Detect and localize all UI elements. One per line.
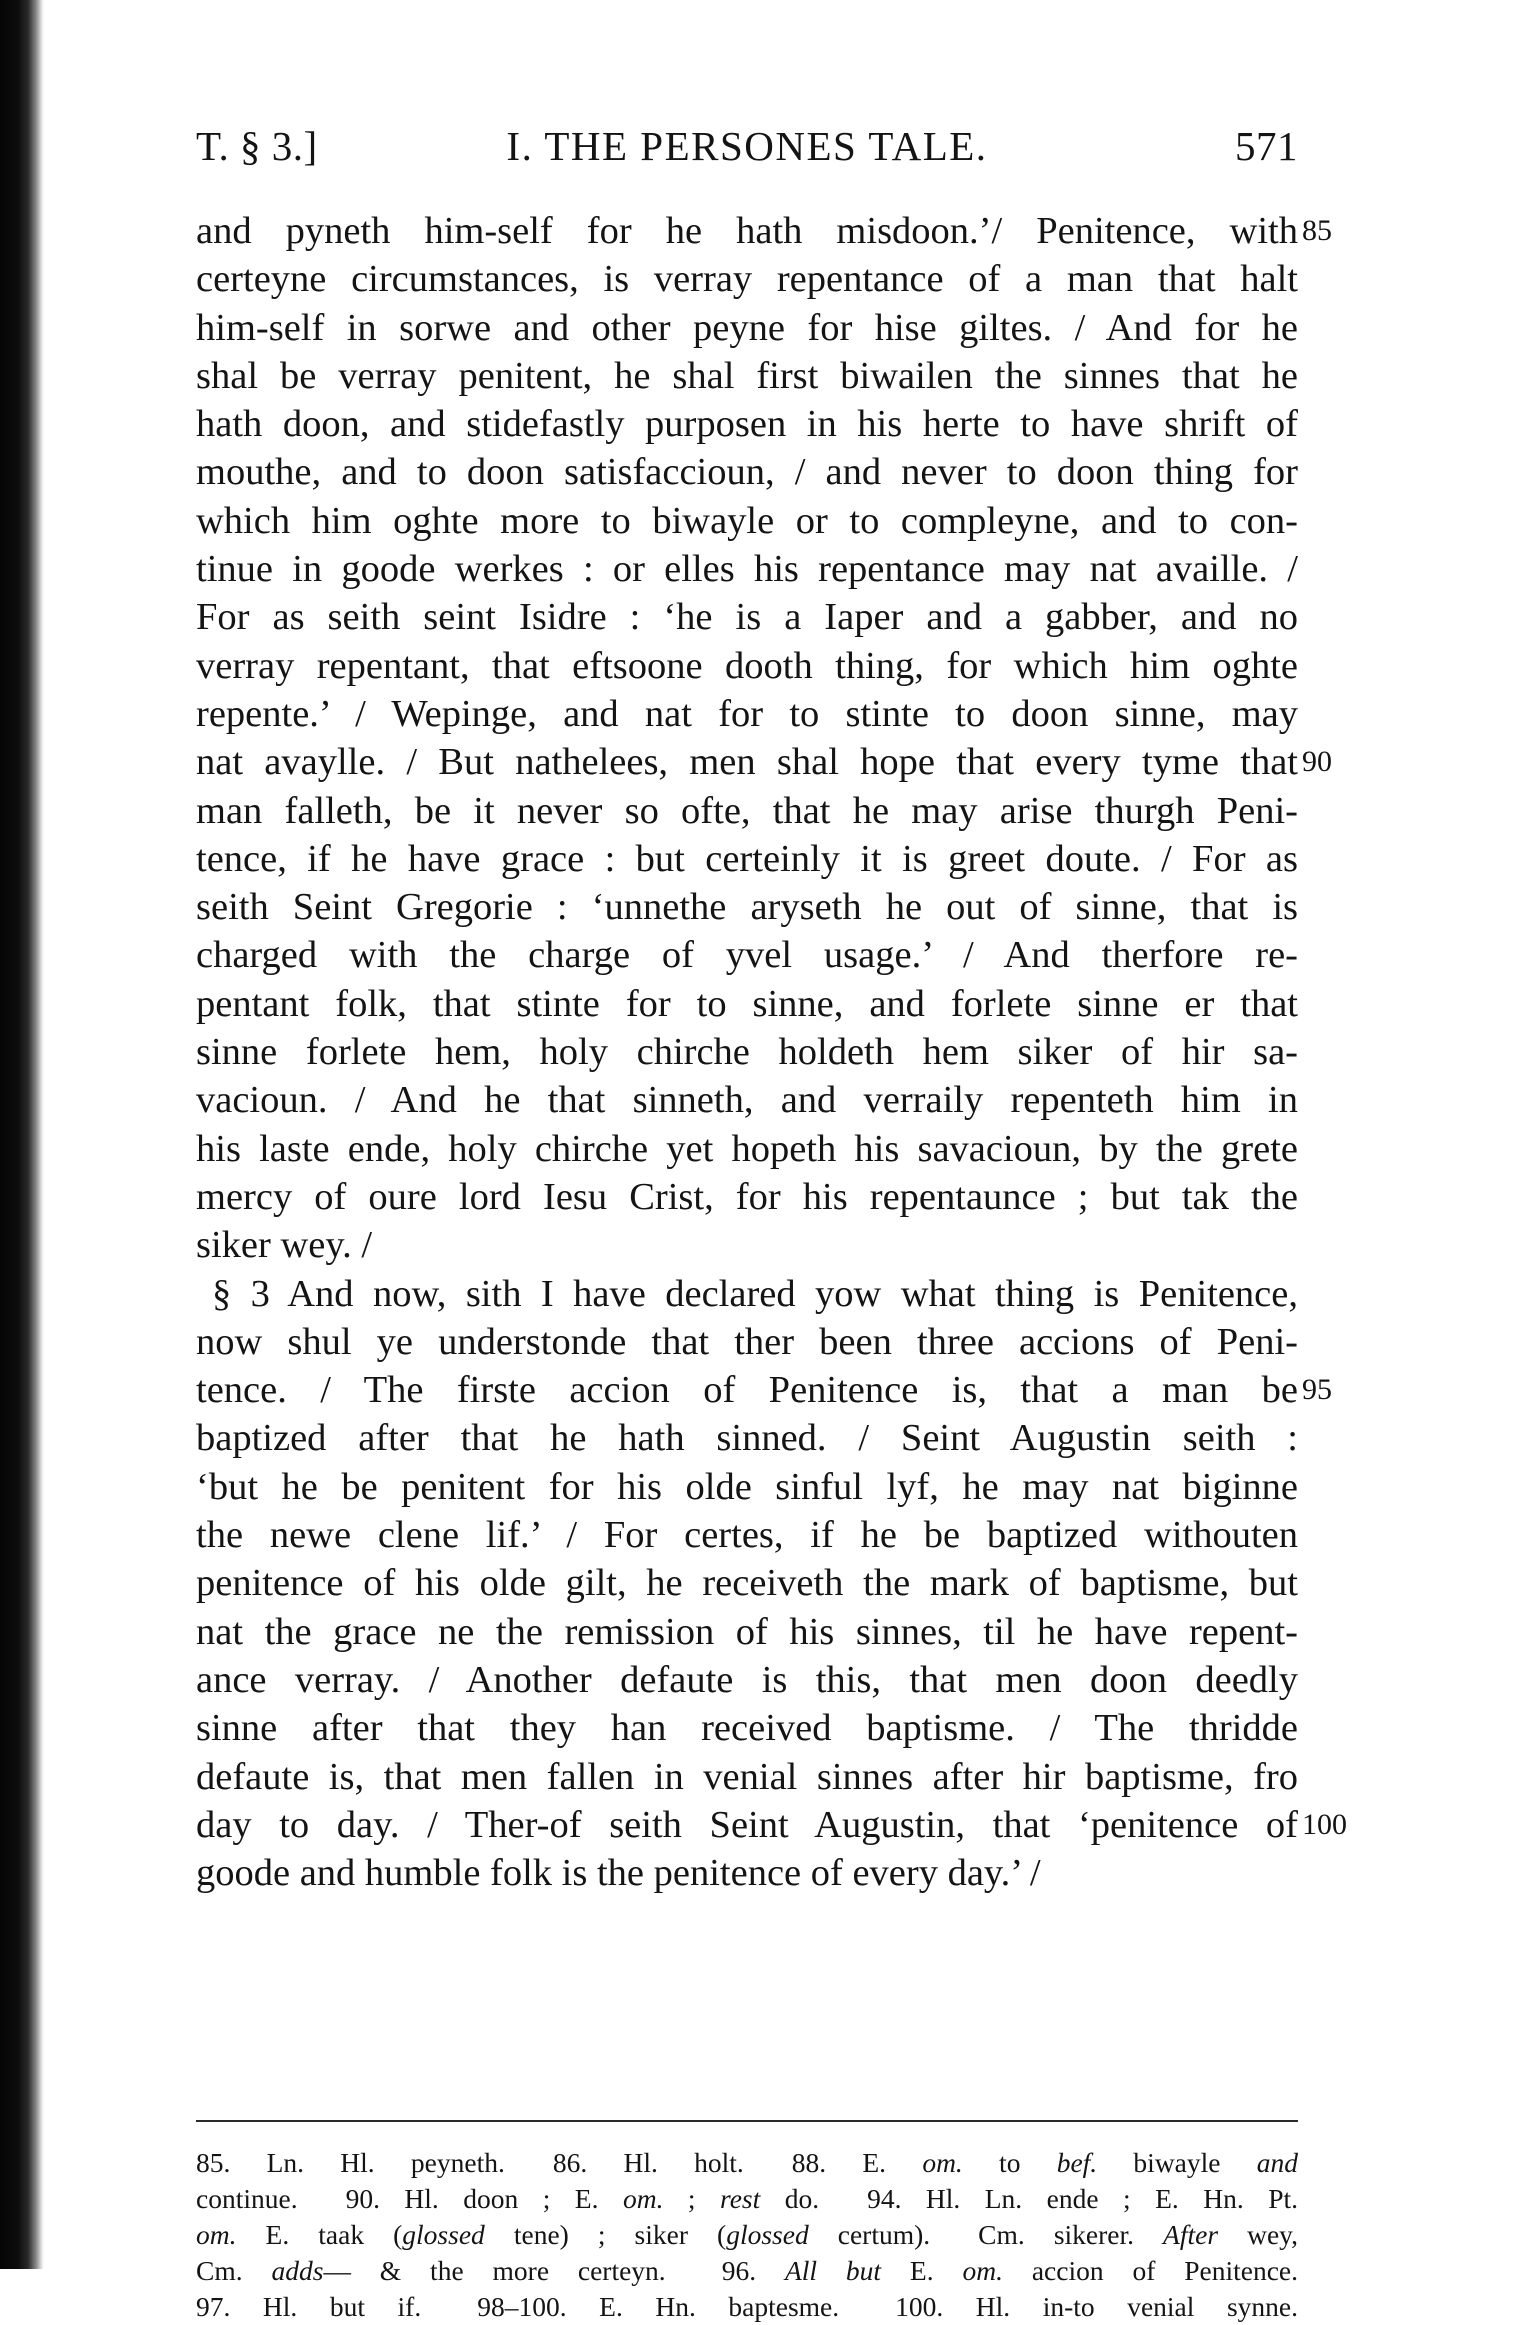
- text-line: [196, 1463, 1298, 1511]
- text-line: [196, 835, 1298, 883]
- footnote: 96. All but E. om. accion of Penitence.: [721, 2255, 1298, 2286]
- running-header: [196, 122, 1298, 172]
- book-binding-edge: [0, 0, 44, 2269]
- line-text: tence, if he have grace : but certeinly it is greet doute. / For as: [196, 837, 1298, 880]
- footnote-line: [196, 2145, 1298, 2181]
- line-text: verray repentant, that eftsoone dooth thing, for which him oghte: [196, 644, 1298, 687]
- line-text: seith Seint Gregorie : ‘unnethe aryseth he out of sinne, that is: [196, 886, 1298, 929]
- text-line: [196, 1849, 1298, 1897]
- text-line: [196, 1125, 1298, 1173]
- text-line: [196, 1753, 1298, 1801]
- text-line: [196, 980, 1298, 1028]
- line-text: hath doon, and stidefastly purposen in his herte to have shrift of: [196, 403, 1298, 446]
- line-text: For as seith seint Isidre : ‘he is a Iaper and a gabber, and no: [196, 596, 1298, 639]
- line-text: charged with the charge of yvel usage.’ / And therfore re-: [196, 934, 1298, 977]
- text-line: [196, 1704, 1298, 1752]
- text-line: [196, 1801, 1347, 1849]
- footnote: 85. Ln. Hl. peyneth.: [196, 2147, 505, 2178]
- text-line: [196, 207, 1332, 255]
- footnote: Cm. adds— & the more certeyn.: [196, 2255, 666, 2286]
- line-text: which him oghte more to biwayle or to compleyne, and to con-: [196, 499, 1298, 542]
- text-line: [196, 352, 1298, 400]
- footnote-divider: [196, 2120, 1298, 2122]
- text-line: [196, 1414, 1298, 1462]
- text-line: [196, 738, 1332, 786]
- text-line: [196, 304, 1298, 352]
- footnote: 90. Hl. doon ; E. om. ; rest do.: [345, 2183, 820, 2214]
- text-line: [196, 1028, 1298, 1076]
- footnote: continue.: [196, 2183, 298, 2214]
- line-number: 95: [1302, 1373, 1332, 1407]
- text-line: [196, 497, 1298, 545]
- text-line: [196, 883, 1298, 931]
- footnote-line: [196, 2181, 1298, 2217]
- line-text: pentant folk, that stinte for to sinne, and forlete sinne er that: [196, 982, 1298, 1025]
- footnote: 88. E. om. to bef. biwayle and: [791, 2147, 1298, 2178]
- footnote: 100. Hl. in-to venial synne.: [895, 2291, 1298, 2322]
- line-text: baptized after that he hath sinned. / Seint Augustin seith :: [196, 1417, 1298, 1460]
- page-number: 571: [1235, 123, 1298, 169]
- line-number: 85: [1302, 214, 1332, 247]
- line-text: penitence of his olde gilt, he receiveth the mark of baptisme, but: [196, 1562, 1298, 1605]
- main-text: [196, 207, 1347, 1897]
- footnotes: [196, 2145, 1298, 2325]
- line-text: sinne after that they han received baptisme. / The thridde: [196, 1707, 1298, 1750]
- footnote: 98–100. E. Hn. baptesme.: [477, 2291, 840, 2322]
- section-reference: T. § 3.]: [196, 123, 318, 169]
- line-text: ance verray. / Another defaute is this, that men doon deedly: [196, 1658, 1298, 1701]
- text-line: [196, 1608, 1298, 1656]
- text-line: [196, 787, 1298, 835]
- text-line: [196, 1076, 1298, 1124]
- line-text: goode and humble folk is the penitence of every day.’ /: [196, 1852, 1041, 1895]
- page-title: I. THE PERSONES TALE.: [506, 123, 988, 169]
- text-line: [196, 690, 1298, 738]
- text-line: [196, 255, 1298, 303]
- footnote: 97. Hl. but if.: [196, 2291, 422, 2322]
- text-line: [196, 400, 1298, 448]
- line-number: 100: [1302, 1807, 1347, 1841]
- line-text: and pyneth him-self for he hath misdoon.’/ Penitence, with: [196, 210, 1298, 252]
- text-line: [196, 1221, 1298, 1269]
- text-line: [196, 1270, 1298, 1318]
- line-text: the newe clene lif.’ / For certes, if he be baptized withouten: [196, 1514, 1298, 1557]
- text-line: [196, 1559, 1298, 1607]
- line-text: repente.’ / Wepinge, and nat for to stinte to doon sinne, may: [196, 692, 1298, 735]
- text-line: [196, 1511, 1298, 1559]
- line-text: siker wey. /: [196, 1224, 373, 1267]
- text-line: [196, 1656, 1298, 1704]
- line-text: shal be verray penitent, he shal first biwailen the sinnes that he: [196, 354, 1298, 397]
- line-text: day to day. / Ther-of seith Seint Augustin, that ‘penitence of: [196, 1803, 1298, 1846]
- line-number: 90: [1302, 745, 1332, 779]
- text-line: [196, 593, 1298, 641]
- line-text: vacioun. / And he that sinneth, and verraily repenteth him in: [196, 1079, 1298, 1122]
- footnote: 94. Hl. Ln. ende ; E. Hn. Pt.: [867, 2183, 1299, 2214]
- line-text: tence. / The firste accion of Penitence is, that a man be: [196, 1369, 1298, 1412]
- footnote-line: [196, 2217, 1298, 2253]
- line-text: mouthe, and to doon satisfaccioun, / and never to doon thing for: [196, 451, 1298, 494]
- text-line: [196, 1366, 1332, 1414]
- line-text: defaute is, that men fallen in venial sinnes after hir baptisme, fro: [196, 1755, 1298, 1798]
- line-text: nat avaylle. / But nathelees, men shal hope that every tyme that: [196, 741, 1298, 784]
- text-line: [196, 1173, 1298, 1221]
- text-line: [196, 642, 1298, 690]
- footnote: Cm. sikerer. After wey,: [978, 2219, 1299, 2250]
- line-text: § 3 And now, sith I have declared yow what thing is Penitence,: [212, 1272, 1298, 1315]
- text-line: [196, 448, 1298, 496]
- line-text: now shul ye understonde that ther been three accions of Peni-: [196, 1320, 1298, 1363]
- line-text: his laste ende, holy chirche yet hopeth his savacioun, by the grete: [196, 1127, 1298, 1170]
- footnote-line: [196, 2253, 1298, 2289]
- line-text: ‘but he be penitent for his olde sinful lyf, he may nat biginne: [196, 1465, 1298, 1508]
- line-text: mercy of oure lord Iesu Crist, for his repentaunce ; but tak the: [196, 1175, 1298, 1218]
- line-text: him-self in sorwe and other peyne for hise giltes. / And for he: [196, 306, 1298, 349]
- text-line: [196, 931, 1298, 979]
- footnote-line: [196, 2289, 1298, 2325]
- line-text: certeyne circumstances, is verray repentance of a man that halt: [196, 258, 1298, 301]
- line-text: man falleth, be it never so ofte, that he may arise thurgh Peni-: [196, 789, 1298, 832]
- line-text: sinne forlete hem, holy chirche holdeth hem siker of hir sa-: [196, 1031, 1298, 1074]
- footnote: 86. Hl. holt.: [552, 2147, 744, 2178]
- line-text: nat the grace ne the remission of his sinnes, til he have repent-: [196, 1610, 1298, 1653]
- line-text: tinue in goode werkes : or elles his repentance may nat availle. /: [196, 548, 1298, 591]
- text-line: [196, 545, 1298, 593]
- footnote: om. E. taak (glossed tene) ; siker (glossed certum).: [196, 2219, 931, 2250]
- text-line: [196, 1318, 1298, 1366]
